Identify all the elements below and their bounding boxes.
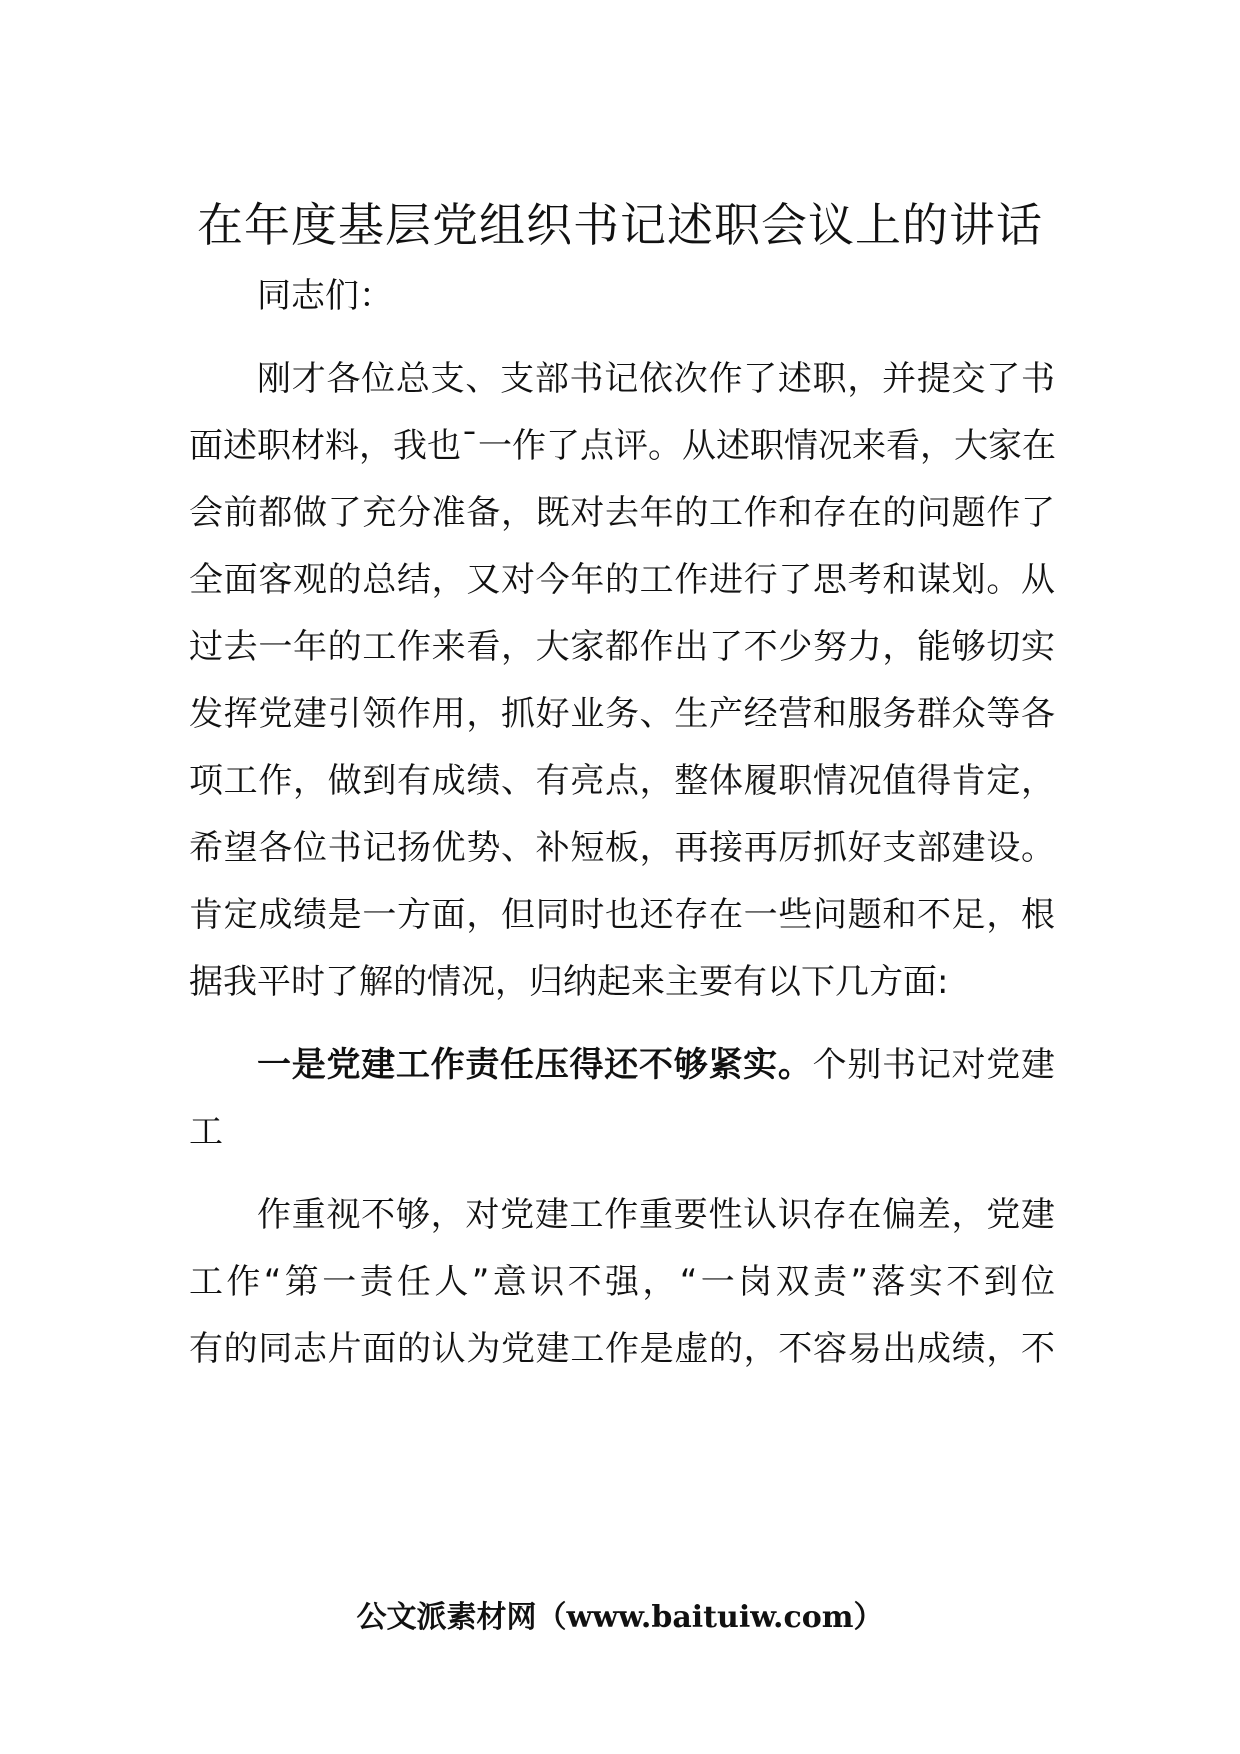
paragraph-line: 肯定成绩是一方面，但同时也还存在一些问题和不足，根 xyxy=(189,895,1055,935)
point-one-lead: 个别书记对党建 xyxy=(812,1045,1056,1085)
paragraph-line: 项工作，做到有成绩、有亮点，整体履职情况值得肯定， xyxy=(189,761,1055,801)
paragraph-line: 会前都做了充分准备，既对去年的工作和存在的问题作了 xyxy=(189,493,1055,533)
point-one-heading: 一是党建工作责任压得还不够紧实。 xyxy=(257,1045,813,1085)
paragraph-line: 工作“第一责任人”意识不强，“一岗双责”落实不到位 xyxy=(189,1262,1055,1302)
footer-source: 公文派素材网（www.baituiw.com） xyxy=(356,1600,884,1635)
paragraph-line: 过去一年的工作来看，大家都作出了不少努力，能够切实 xyxy=(189,627,1055,667)
paragraph-line: 全面客观的总结，又对今年的工作进行了思考和谋划。从 xyxy=(189,560,1055,600)
paragraph-line: 作重视不够，对党建工作重要性认识存在偏差，党建 xyxy=(257,1195,1055,1235)
paragraph-line: 有的同志片面的认为党建工作是虚的，不容易出成绩，不 xyxy=(189,1329,1055,1369)
paragraph-line: 发挥党建引领作用，抓好业务、生产经营和服务群众等各 xyxy=(189,694,1055,734)
greeting: 同志们： xyxy=(257,276,393,316)
point-one-wrap: 工 xyxy=(189,1112,223,1152)
paragraph-line: 面述职材料，我也¯一作了点评。从述职情况来看，大家在 xyxy=(189,426,1056,466)
document-title: 在年度基层党组织书记述职会议上的讲话 xyxy=(197,198,1043,252)
paragraph-line: 刚才各位总支、支部书记依次作了述职，并提交了书 xyxy=(257,359,1055,399)
paragraph-line: 希望各位书记扬优势、补短板，再接再厉抓好支部建设。 xyxy=(189,828,1055,868)
point-one-line xyxy=(257,1043,1055,1087)
paragraph-line: 据我平时了解的情况，归纳起来主要有以下几方面: xyxy=(189,962,949,1002)
